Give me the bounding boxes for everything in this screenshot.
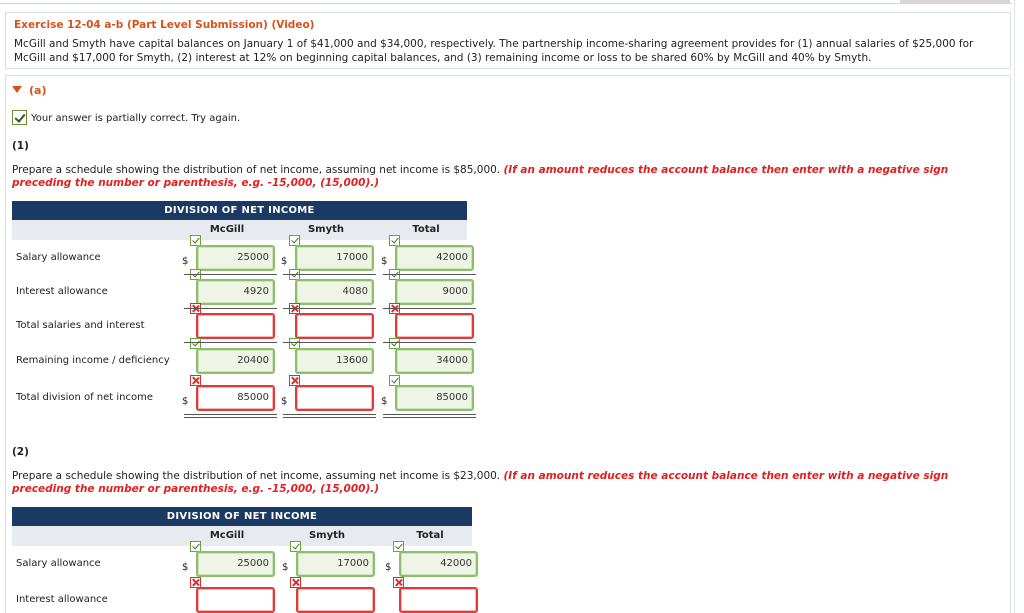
- amount-input-total[interactable]: [395, 313, 474, 339]
- dollar-sign: $: [182, 562, 189, 573]
- status-text: Your answer is partially correct. Try again.: [31, 113, 241, 124]
- top-mark: [900, 0, 1010, 3]
- collapse-triangle-icon: [12, 86, 22, 93]
- underline: [184, 342, 277, 343]
- underline: [283, 308, 376, 309]
- row-label: Interest allowance: [16, 286, 108, 297]
- underline: [283, 342, 376, 343]
- row-label: Total division of net income: [16, 392, 154, 403]
- answer-status: [12, 110, 240, 125]
- dollar-sign: $: [381, 256, 388, 267]
- amount-input-total[interactable]: [399, 587, 478, 613]
- section-2-prompt: [12, 470, 987, 496]
- table-1-title-bar: [12, 201, 467, 221]
- amount-input-smyth[interactable]: [295, 313, 374, 339]
- amount-input-mcgill[interactable]: 4920: [196, 279, 275, 305]
- amount-input-smyth[interactable]: [295, 385, 374, 411]
- section-1-number: (1): [12, 140, 29, 152]
- underline: [383, 308, 476, 309]
- amount-input-total[interactable]: 42000: [395, 245, 474, 271]
- amount-input-total[interactable]: 34000: [395, 348, 474, 374]
- column-header-total: Total: [412, 224, 440, 235]
- section-2-number: (2): [12, 446, 29, 458]
- amount-input-total[interactable]: 9000: [395, 279, 474, 305]
- row-label: Total salaries and interest: [16, 320, 145, 331]
- amount-input-smyth[interactable]: 17000: [296, 551, 375, 577]
- section-1-prompt-text: Prepare a schedule showing the distribution of net income, assuming net income is $85,000.: [12, 164, 501, 176]
- underline: [383, 342, 476, 343]
- amount-input-smyth[interactable]: 13600: [295, 348, 374, 374]
- column-header-smyth: Smyth: [308, 530, 346, 541]
- table-1-title: DIVISION OF NET INCOME: [164, 205, 315, 216]
- exercise-description: McGill and Smyth have capital balances on January 1 of $41,000 and $34,000, respectively. The partnership income-sharing agreement provides for (1) annual salaries of $25,000 for McGill and $17,000 for Smyth, (2) interest at 12% on beginning capital balances, and (3) remaining income or loss to be shared 60% by McGill and 40% by Smyth.: [14, 38, 974, 64]
- dollar-sign: $: [385, 562, 392, 573]
- part-a-toggle[interactable]: [12, 84, 46, 97]
- amount-input-total[interactable]: 85000: [395, 385, 474, 411]
- double-underline: [184, 414, 277, 418]
- row-label: Salary allowance: [16, 558, 101, 569]
- amount-input-mcgill[interactable]: [196, 313, 275, 339]
- top-divider: [0, 3, 1012, 4]
- amount-input-mcgill[interactable]: 20400: [196, 348, 275, 374]
- dollar-sign: $: [281, 256, 288, 267]
- amount-input-smyth[interactable]: [296, 587, 375, 613]
- column-header-mcgill: McGill: [209, 224, 245, 235]
- section-2-prompt-text: Prepare a schedule showing the distribution of net income, assuming net income is $23,000.: [12, 470, 501, 482]
- amount-input-smyth[interactable]: 4080: [295, 279, 374, 305]
- amount-input-smyth[interactable]: 17000: [295, 245, 374, 271]
- section-1-prompt: [12, 164, 987, 190]
- column-header-smyth: Smyth: [307, 224, 345, 235]
- right-rule: [1014, 0, 1015, 613]
- amount-input-mcgill[interactable]: 25000: [196, 551, 275, 577]
- row-label: Interest allowance: [16, 594, 108, 605]
- amount-input-total[interactable]: 42000: [399, 551, 478, 577]
- amount-input-mcgill[interactable]: 85000: [196, 385, 275, 411]
- part-label: (a): [29, 84, 47, 97]
- underline: [283, 274, 376, 275]
- dollar-sign: $: [282, 562, 289, 573]
- dollar-sign: $: [182, 256, 189, 267]
- section-2-instruction: (If an amount reduces the account balance then enter with a negative sign preceding the number or parenthesis, e.g. -15,000, (15,000).): [12, 470, 949, 495]
- amount-input-mcgill[interactable]: 25000: [196, 245, 275, 271]
- section-1-instruction: (If an amount reduces the account balance then enter with a negative sign preceding the number or parenthesis, e.g. -15,000, (15,000).): [12, 164, 949, 189]
- exercise-header: [5, 12, 1011, 69]
- table-2-title-bar: [12, 507, 472, 527]
- underline: [184, 308, 277, 309]
- row-label: Salary allowance: [16, 252, 101, 263]
- underline: [383, 274, 476, 275]
- dollar-sign: $: [381, 396, 388, 407]
- underline: [184, 274, 277, 275]
- dollar-sign: $: [281, 396, 288, 407]
- column-header-total: Total: [416, 530, 444, 541]
- double-underline: [283, 414, 376, 418]
- row-label: Remaining income / deficiency: [16, 355, 170, 366]
- table-2-title: DIVISION OF NET INCOME: [166, 511, 318, 522]
- column-header-mcgill: McGill: [209, 530, 245, 541]
- exercise-title: Exercise 12-04 a-b (Part Level Submission) (Video): [14, 19, 315, 31]
- top-strip: [0, 0, 1024, 8]
- amount-input-mcgill[interactable]: [196, 587, 275, 613]
- dollar-sign: $: [182, 396, 189, 407]
- double-underline: [383, 414, 476, 418]
- pencil-check-icon: [12, 110, 27, 125]
